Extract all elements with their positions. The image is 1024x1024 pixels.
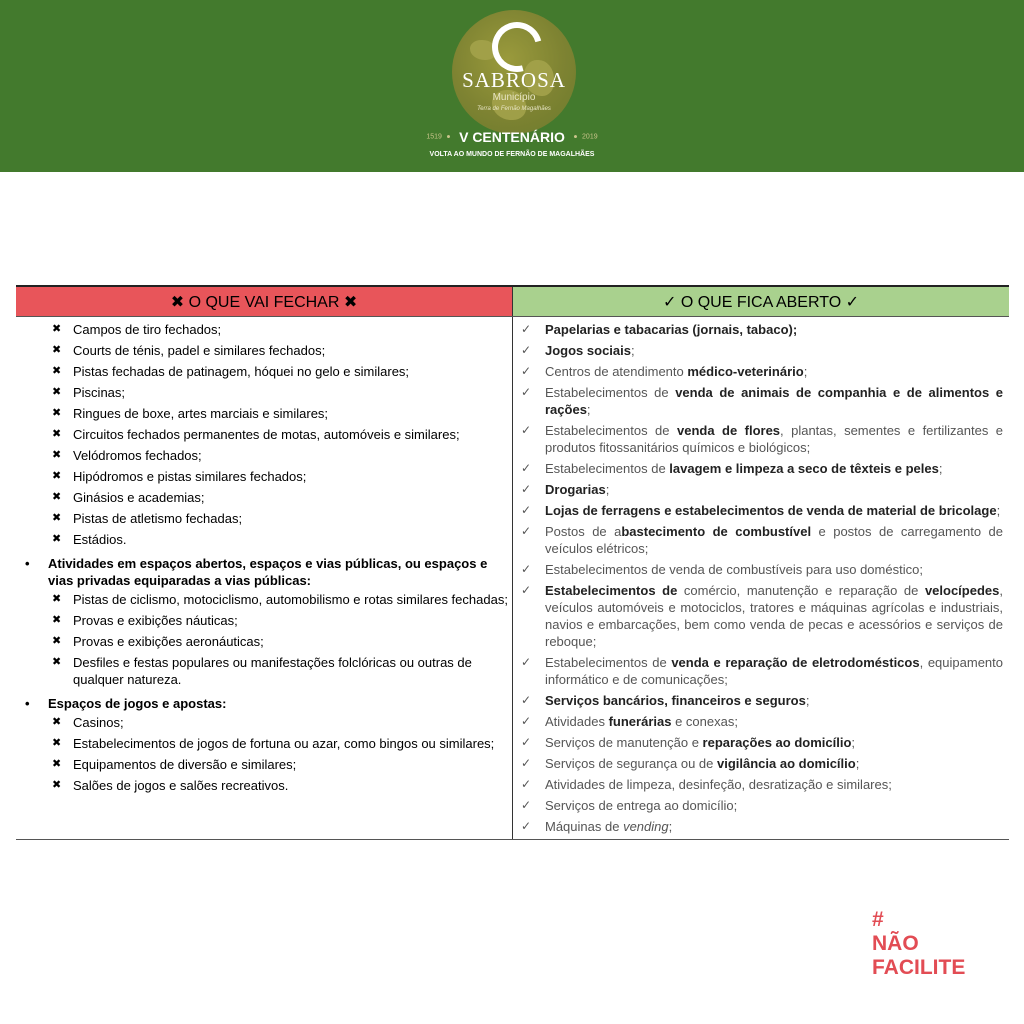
check-mark-icon: ✓ — [521, 503, 532, 517]
check-mark-icon: ✓ — [521, 583, 532, 597]
open-item-text: Estabelecimentos de venda de combustíveis para uso doméstico; — [545, 562, 923, 577]
closing-list-item — [16, 384, 512, 401]
closing-item-text: Provas e exibições aeronáuticas; — [73, 634, 264, 649]
closing-item-text: Pistas fechadas de patinagem, hóquei no gelo e similares; — [73, 364, 410, 379]
closing-item-text: Ringues de boxe, artes marciais e similares; — [73, 406, 329, 421]
check-mark-icon: ✓ — [521, 562, 532, 576]
closing-item-text: Estabelecimentos de jogos de fortuna ou azar, como bingos ou similares; — [73, 736, 495, 751]
open-item-bold-text: reparações ao domicílio — [702, 735, 852, 750]
group-title-text: Espaços de jogos e apostas: — [48, 696, 227, 711]
closing-list-item — [16, 321, 512, 338]
bullet-icon: • — [25, 556, 30, 571]
closing-list — [16, 321, 512, 548]
hashtag-symbol: # — [872, 908, 884, 931]
open-item-text: ; — [605, 482, 610, 497]
check-mark-icon: ✓ — [521, 385, 532, 399]
x-mark-icon: ✖ — [52, 512, 62, 524]
logo-subtitle: Município — [492, 92, 536, 103]
open-item-text: Serviços de manutenção e — [545, 735, 703, 750]
x-mark-icon: ✖ — [52, 407, 62, 419]
x-mark-icon: ✖ — [52, 449, 62, 461]
rules-table — [16, 285, 1009, 840]
closing-list-item — [16, 777, 512, 794]
closing-item-text: Provas e exibições náuticas; — [73, 613, 238, 628]
check-mark-icon: ✓ — [521, 819, 532, 833]
nao-facilite-hashtag — [872, 908, 965, 980]
open-item-bold-text: bastecimento de combustível — [621, 524, 812, 539]
closing-item-text: Circuitos fechados permanentes de motas, automóveis e similares; — [73, 427, 460, 442]
header-banner — [0, 0, 1024, 172]
closing-item-text: Piscinas; — [73, 385, 126, 400]
open-item-text: Serviços de entrega ao domicílio; — [545, 798, 738, 813]
x-mark-icon: ✖ — [52, 716, 62, 728]
closing-group-title — [16, 555, 512, 589]
closing-item-text: Hipódromos e pistas similares fechados; — [73, 469, 307, 484]
open-item-text: ; — [851, 735, 856, 750]
table-body-row — [16, 317, 1009, 840]
closing-list-item — [16, 591, 512, 608]
closing-item-text: Casinos; — [73, 715, 124, 730]
open-item-text: , veículos automóveis e motociclos, tratores e máquinas agrícolas e industriais, navios e embarcações, bem como venda de pecas e acessórios e serviços de reboque; — [545, 583, 1003, 649]
x-mark-icon: ✖ — [52, 386, 62, 398]
closing-column — [16, 317, 513, 840]
x-mark-icon: ✖ — [52, 593, 62, 605]
check-mark-icon: ✓ — [521, 423, 532, 437]
open-item-text: e conexas; — [671, 714, 738, 729]
open-item-bold-text: vigilância ao domicílio — [717, 756, 856, 771]
open-item-text: ; — [668, 819, 673, 834]
open-list-item — [513, 776, 1009, 793]
check-mark-icon: ✓ — [521, 364, 532, 378]
check-mark-icon: ✓ — [521, 714, 532, 728]
closing-item-text: Equipamentos de diversão e similares; — [73, 757, 297, 772]
closing-list-item — [16, 405, 512, 422]
open-item-text: vending — [623, 819, 669, 834]
x-mark-icon: ✖ — [52, 533, 62, 545]
open-item-text: Estabelecimentos de — [545, 461, 670, 476]
open-item-bold-text: Serviços bancários, financeiros e seguros — [545, 693, 806, 708]
open-list-item — [513, 460, 1009, 477]
closing-item-text: Campos de tiro fechados; — [73, 322, 222, 337]
sabrosa-logo — [452, 10, 576, 134]
closing-groups — [16, 555, 512, 794]
open-item-bold-text: venda e reparação de eletrodomésticos — [671, 655, 920, 670]
open-list-item — [513, 321, 1009, 338]
closing-list-item — [16, 510, 512, 527]
open-list-item — [513, 363, 1009, 380]
x-mark-icon: ✖ — [52, 758, 62, 770]
closing-list-item — [16, 654, 512, 688]
logo-tagline: Terra de Fernão Magalhães — [477, 106, 551, 112]
closing-group-list — [16, 591, 512, 688]
group-title-text: Atividades em espaços abertos, espaços e vias públicas, ou espaços e vias privadas equiparadas a vias públicas: — [48, 556, 488, 588]
table-header-row — [16, 286, 1009, 317]
closing-list-item — [16, 714, 512, 731]
open-item-bold-text: venda de flores — [676, 423, 781, 438]
x-mark-icon: ✖ — [52, 614, 62, 626]
x-mark-icon: ✖ — [52, 365, 62, 377]
open-item-text: ; — [630, 343, 635, 358]
open-item-text: Serviços de segurança ou de — [545, 756, 717, 771]
closing-item-text: Salões de jogos e salões recreativos. — [73, 778, 289, 793]
open-item-text: Postos de a — [545, 524, 622, 539]
open-item-text: Estabelecimentos de — [545, 385, 676, 400]
open-item-bold-text: Estabelecimentos de — [545, 583, 678, 598]
open-item-text: , plantas, sementes e fertilizantes e produtos fitossanitários químicos e biológicos; — [545, 423, 1003, 455]
check-mark-icon: ✓ — [521, 322, 532, 336]
closing-list-item — [16, 426, 512, 443]
open-item-bold-text: Jogos sociais — [545, 343, 631, 358]
closing-list-item — [16, 468, 512, 485]
year-end: 2019 — [582, 133, 598, 141]
check-mark-icon: ✓ — [521, 735, 532, 749]
closing-list-item — [16, 447, 512, 464]
dot-icon: ● — [446, 133, 451, 141]
check-mark-icon: ✓ — [521, 655, 532, 669]
open-item-bold-text: médico-veterinário — [687, 364, 804, 379]
open-list-item — [513, 342, 1009, 359]
open-list-item — [513, 713, 1009, 730]
hashtag-line1: NÃO — [872, 932, 919, 955]
closing-item-text: Desfiles e festas populares ou manifestações folclóricas ou outras de qualquer natureza. — [73, 655, 472, 687]
closing-list-item — [16, 612, 512, 629]
open-item-text: Máquinas de — [545, 819, 624, 834]
open-item-text: Atividades de limpeza, desinfeção, desratização e similares; — [545, 777, 892, 792]
open-list-item — [513, 797, 1009, 814]
x-mark-icon: ✖ — [52, 428, 62, 440]
year-start: 1519 — [426, 133, 442, 141]
open-item-text: Atividades — [545, 714, 609, 729]
closing-group-title — [16, 695, 512, 712]
x-mark-icon: ✖ — [52, 737, 62, 749]
x-mark-icon: ✖ — [52, 491, 62, 503]
open-item-text: Estabelecimentos de — [545, 423, 677, 438]
open-item-text: Centros de atendimento — [545, 364, 688, 379]
open-list-item — [513, 384, 1009, 418]
x-mark-icon: ✖ — [52, 323, 62, 335]
centenary-title: V CENTENÁRIO — [459, 128, 565, 145]
open-list-item — [513, 561, 1009, 578]
closing-item-text: Pistas de ciclismo, motociclismo, automobilismo e rotas similares fechadas; — [73, 592, 508, 607]
open-item-text: comércio, manutenção e reparação de — [677, 583, 925, 598]
closing-group — [16, 555, 512, 688]
open-header: ✓ O QUE FICA ABERTO ✓ — [513, 286, 1010, 317]
open-item-bold-text: velocípedes — [924, 583, 1000, 598]
open-item-text: ; — [803, 364, 808, 379]
open-item-text: ; — [586, 402, 591, 417]
open-list-item — [513, 582, 1009, 650]
x-mark-icon: ✖ — [52, 344, 62, 356]
open-list-item — [513, 502, 1009, 519]
open-column — [513, 317, 1010, 840]
x-mark-icon: ✖ — [52, 656, 62, 668]
x-mark-icon: ✖ — [52, 779, 62, 791]
closing-item-text: Estádios. — [73, 532, 127, 547]
open-item-bold-text: lavagem e limpeza a seco de têxteis e peles — [669, 461, 939, 476]
closing-item-text: Ginásios e academias; — [73, 490, 205, 505]
closing-list-item — [16, 756, 512, 773]
closing-group-list — [16, 714, 512, 794]
dot-icon: ● — [573, 133, 578, 141]
check-mark-icon: ✓ — [521, 798, 532, 812]
closing-list-item — [16, 735, 512, 752]
open-item-text: ; — [805, 693, 810, 708]
check-mark-icon: ✓ — [521, 482, 532, 496]
check-mark-icon: ✓ — [521, 343, 532, 357]
closing-list-item — [16, 531, 512, 548]
centenary-line — [0, 128, 1024, 146]
open-list-item — [513, 734, 1009, 751]
check-mark-icon: ✓ — [521, 524, 532, 538]
open-item-text: Estabelecimentos de — [545, 655, 672, 670]
open-item-text: ; — [855, 756, 860, 771]
closing-item-text: Courts de ténis, padel e similares fechados; — [73, 343, 326, 358]
bullet-icon: • — [25, 696, 30, 711]
closing-header: ✖ O QUE VAI FECHAR ✖ — [16, 286, 513, 317]
closing-item-text: Velódromos fechados; — [73, 448, 202, 463]
x-mark-icon: ✖ — [52, 635, 62, 647]
open-list — [513, 321, 1009, 835]
closing-group — [16, 695, 512, 794]
check-mark-icon: ✓ — [521, 777, 532, 791]
banner-subtitle: VOLTA AO MUNDO DE FERNÃO DE MAGALHÃES — [429, 151, 595, 158]
open-item-bold-text: funerárias — [608, 714, 672, 729]
open-item-bold-text: venda de animais de companhia e de alimentos e rações — [545, 385, 1003, 417]
open-list-item — [513, 481, 1009, 498]
hashtag-line2: FACILITE — [872, 956, 966, 979]
x-mark-icon: ✖ — [52, 470, 62, 482]
check-mark-icon: ✓ — [521, 756, 532, 770]
open-item-text: ; — [996, 503, 1001, 518]
open-list-item — [513, 692, 1009, 709]
check-mark-icon: ✓ — [521, 461, 532, 475]
open-item-bold-text: Papelarias e tabacarias (jornais, tabaco); — [545, 322, 798, 337]
open-item-text: e postos de carregamento de veículos elétricos; — [545, 524, 1003, 556]
closing-list-item — [16, 633, 512, 650]
closing-list-item — [16, 363, 512, 380]
logo-title: SABROSA — [462, 68, 566, 92]
open-item-text: ; — [938, 461, 943, 476]
open-list-item — [513, 818, 1009, 835]
open-item-text: , equipamento informático e de comunicações; — [545, 655, 1003, 687]
check-mark-icon: ✓ — [521, 693, 532, 707]
open-list-item — [513, 523, 1009, 557]
closing-list-item — [16, 342, 512, 359]
closing-item-text: Pistas de atletismo fechadas; — [73, 511, 243, 526]
open-list-item — [513, 654, 1009, 688]
closing-list-item — [16, 489, 512, 506]
open-list-item — [513, 422, 1009, 456]
open-list-item — [513, 755, 1009, 772]
open-item-bold-text: Lojas de ferragens e estabelecimentos de venda de material de bricolage — [545, 503, 997, 518]
open-item-bold-text: Drogarias — [545, 482, 606, 497]
